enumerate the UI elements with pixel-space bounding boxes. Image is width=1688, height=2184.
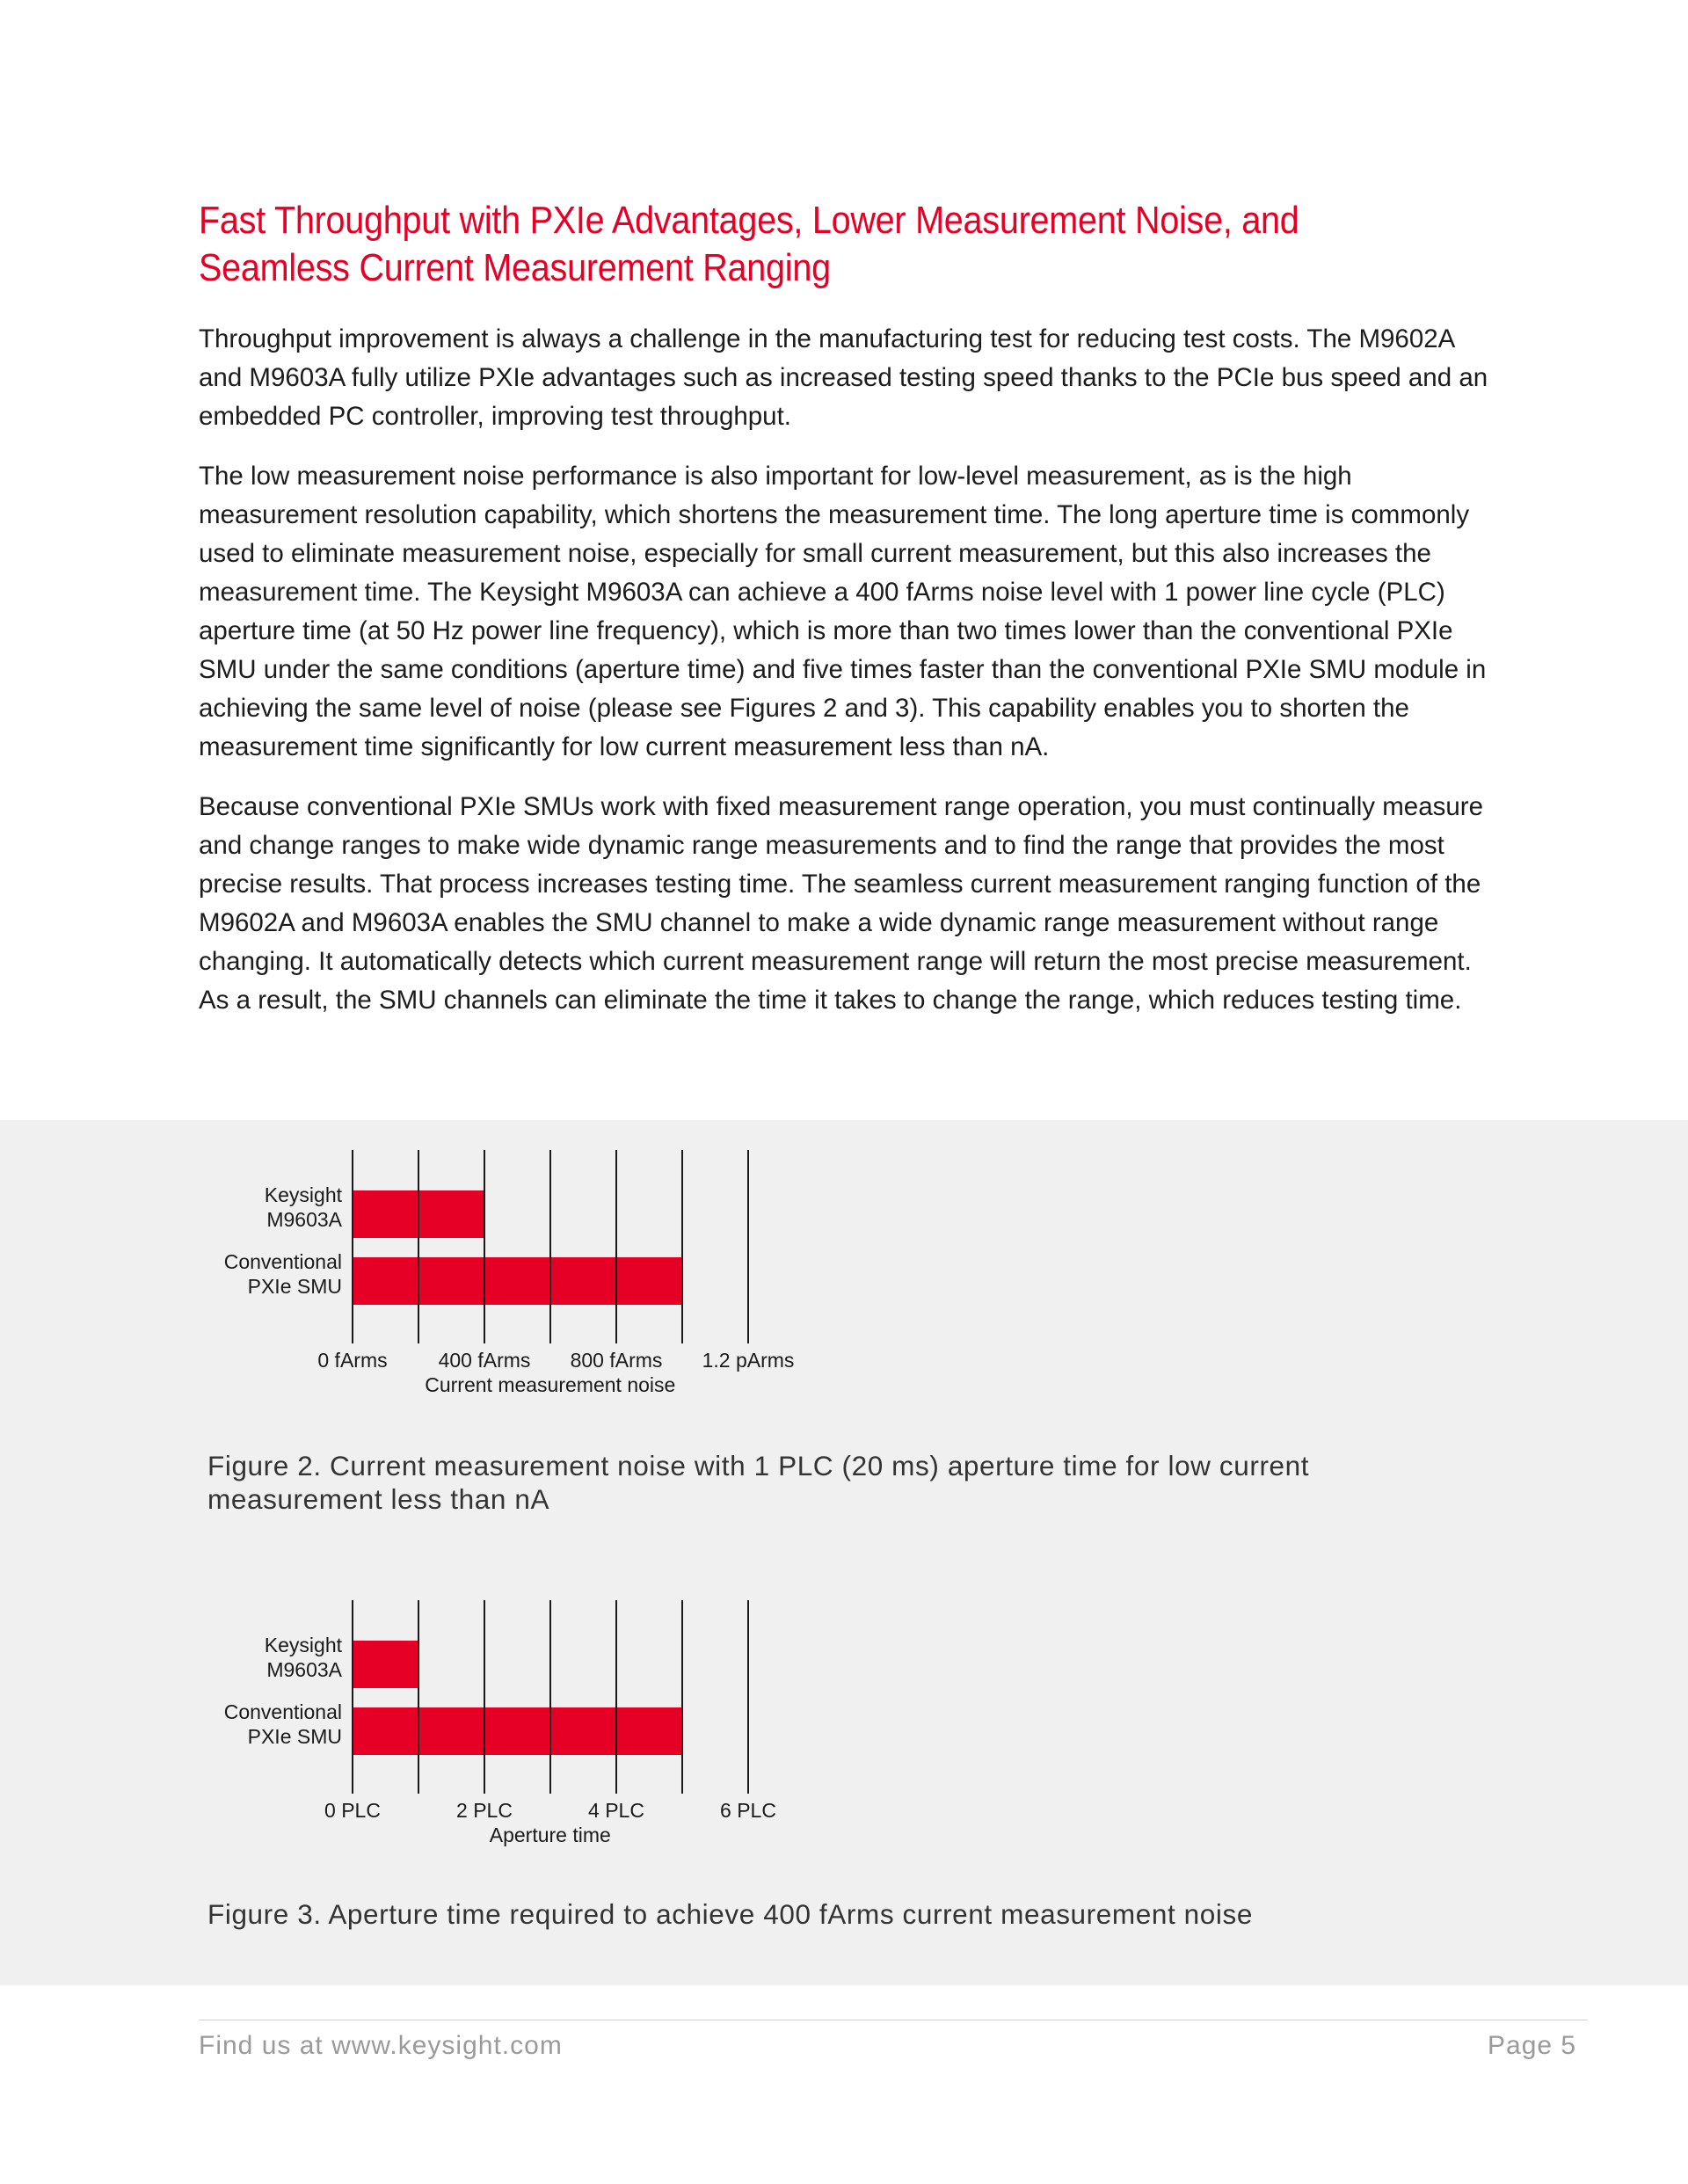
tick-label: 0 PLC [324, 1799, 381, 1822]
figure-3-chart [0, 1593, 1688, 1875]
tick-label: 400 fArms [438, 1349, 531, 1372]
category-label: Conventional [223, 1250, 342, 1273]
paragraph-throughput: Throughput improvement is always a challenge in the manufacturing test for reducing test costs. The M9602A and M9603A fully utilize PXIe advantages such as increased testing speed thanks to the PCIe bus speed and an embedded PC controller, improving test throughput. [199, 324, 1488, 431]
tick-label: 2 PLC [456, 1799, 513, 1822]
paragraph-noise: The low measurement noise performance is also important for low-level measurement, as is the high measurement resolution capability, which shortens the measurement time. The long aperture time is commonly used to eliminate measurement noise, especially for small current measurement, but this also increases the measurement time. The Keysight M9603A can achieve a 400 fArms noise level with 1 power line cycle (PLC) aperture time (at 50 Hz power line frequency), which is more than two times lower than the conventional PXIe SMU under the same conditions (aperture time) and five times faster than the conventional PXIe SMU module in achieving the same level of noise (please see Figures 2 and 3). This capability enables you to shorten the measurement time significantly for low current measurement less than nA. [199, 462, 1487, 761]
category-label: Conventional [223, 1700, 342, 1723]
page-title: Fast Throughput with PXIe Advantages, Lower Measurement Noise, and Seamless Current Measurement Ranging [199, 199, 1299, 289]
category-label: Keysight [264, 1634, 342, 1656]
category-label: Keysight [264, 1183, 342, 1206]
x-axis-label: Current measurement noise [425, 1373, 676, 1396]
category-label: PXIe SMU [247, 1725, 342, 1748]
figure-3-caption: Figure 3. Aperture time required to achieve 400 fArms current measurement noise [207, 1898, 1253, 1930]
footer-page-number: Page 5 [1488, 2031, 1577, 2060]
tick-label: 800 fArms [570, 1349, 663, 1372]
bar-conventional-pxie-smu [353, 1257, 682, 1305]
noise-bar-chart [0, 1143, 1688, 1424]
figure-2-chart [0, 1143, 1688, 1424]
footer-website: Find us at www.keysight.com [199, 2031, 563, 2060]
x-axis-label: Aperture time [489, 1824, 611, 1846]
category-label: PXIe SMU [247, 1275, 342, 1298]
paragraph-ranging: Because conventional PXIe SMUs work with fixed measurement range operation, you must continually measure and change ranges to make wide dynamic range measurements and to find the range that provides the most precise results. That process increases testing time. The seamless current measurement ranging function of the M9602A and M9603A enables the SMU channel to make a wide dynamic range measurement without range changing. It automatically detects which current measurement range will return the most precise measurement. As a result, the SMU channels can eliminate the time it takes to change the range, which reduces testing time. [199, 792, 1483, 1015]
category-label: M9603A [266, 1658, 342, 1681]
bar-keysight-m9603a [353, 1641, 418, 1688]
tick-label: 4 PLC [588, 1799, 644, 1822]
tick-label: 1.2 pArms [702, 1349, 795, 1372]
aperture-bar-chart [0, 1593, 1688, 1875]
bar-conventional-pxie-smu [353, 1707, 682, 1755]
tick-label: 0 fArms [317, 1349, 388, 1372]
tick-label: 6 PLC [720, 1799, 776, 1822]
figure-2-caption: Figure 2. Current measurement noise with 1 PLC (20 ms) aperture time for low current measurement less than nA [207, 1450, 1310, 1515]
body-text [199, 320, 1491, 1041]
category-label: M9603A [266, 1208, 342, 1231]
